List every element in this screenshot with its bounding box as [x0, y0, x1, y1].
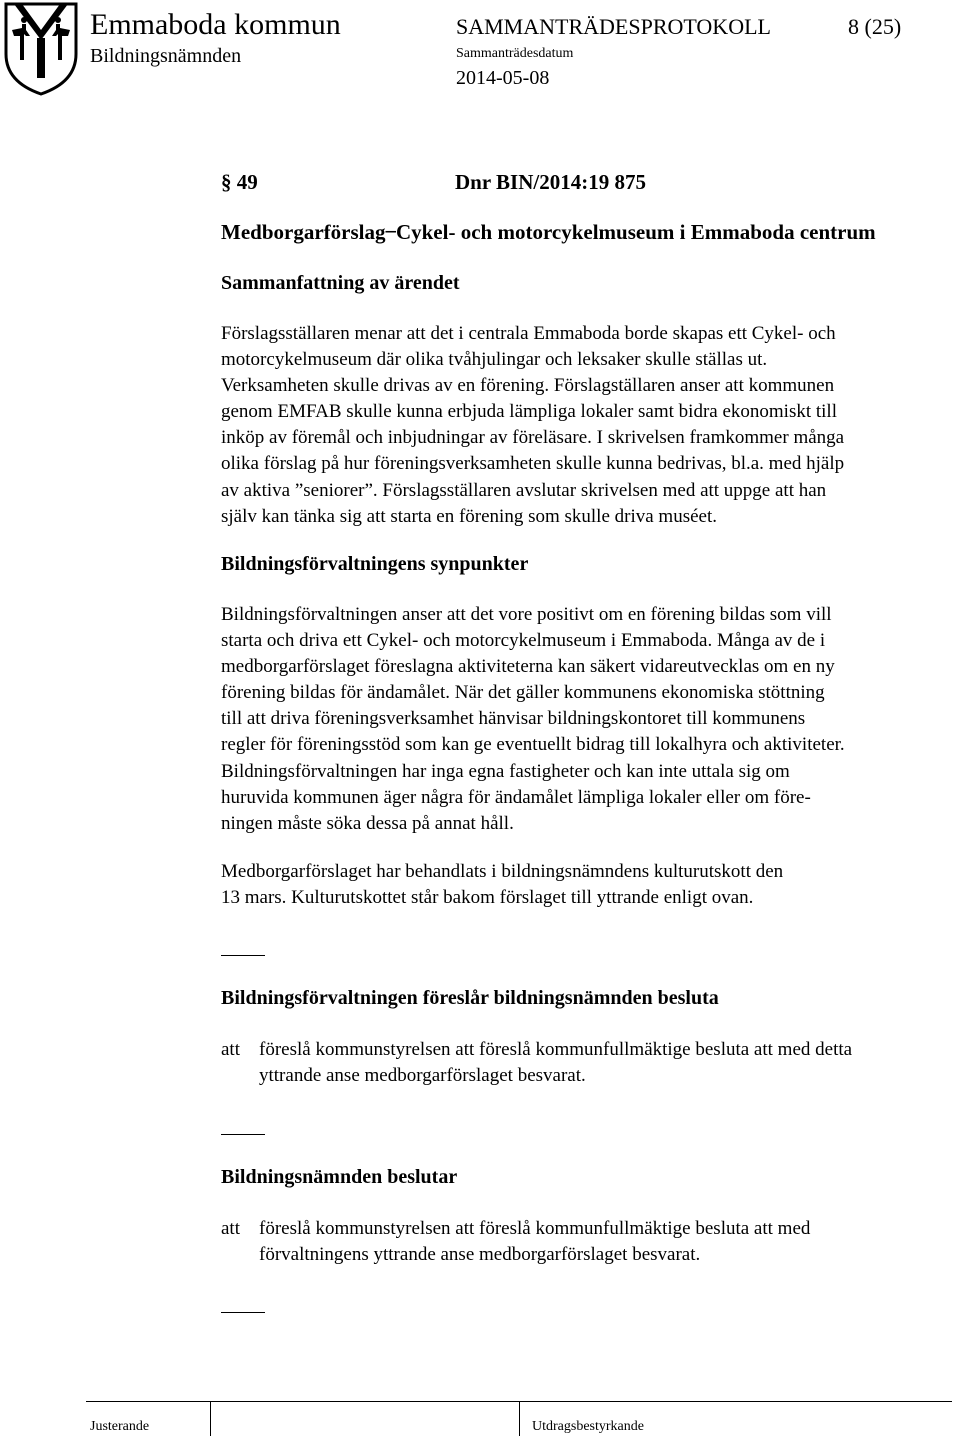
text-line: av aktiva ”seniorer”. Förslagsställaren avslutar skrivelsen med att uppge att han [221, 479, 827, 501]
page-number: 8 (25) [848, 14, 902, 39]
meeting-date-label: Sammanträdesdatum [456, 46, 574, 61]
text-line: regler för föreningsstöd som kan ge eventuellt bidrag till lokalhyra och aktiviteter. [221, 734, 845, 756]
text-line: starta och driva ett Cykel- och motorcykelmuseum i Emmaboda. Många av de i [221, 630, 826, 652]
decision-att-label: att [221, 1218, 240, 1239]
text-line: förening bildas för ändamålet. När det gäller kommunens ekonomiska stöttning [221, 682, 825, 704]
text-line: Bildningsförvaltningen anser att det vore positivt om en förening bildas som vill [221, 604, 832, 625]
board-name: Bildningsnämnden [90, 45, 242, 67]
separator-dash [221, 955, 265, 956]
text-line: medborgarförslaget föreslagna aktiviteterna kan säkert vidareutvecklas om en ny [221, 656, 835, 678]
text-line: yttrande anse medborgarförslaget besvarat. [259, 1065, 586, 1086]
proposal-heading: Bildningsförvaltningen föreslår bildningsnämnden besluta [221, 987, 719, 1009]
committee-paragraph [221, 859, 955, 911]
decision-heading: Bildningsnämnden beslutar [221, 1166, 458, 1188]
text-line: Verksamheten skulle drivas av en förening. Förslagställaren anser att kommunen [221, 375, 835, 397]
text-line: Bildningsförvaltningen har inga egna fastigheter och kan inte uttala sig om [221, 760, 790, 782]
proposal-att-label: att [221, 1039, 240, 1060]
organization-name: Emmaboda kommun [90, 8, 341, 41]
item-subject: Medborgarförslag ̶ Cykel- och motorcykelmuseum i Emmaboda centrum [221, 220, 876, 244]
decision-text [259, 1216, 810, 1268]
text-line: själv kan tänka sig att starta en förening som skulle driva muséet. [221, 505, 717, 527]
footer-divider [210, 1401, 211, 1436]
proposal-text [259, 1037, 852, 1089]
text-line: föreslå kommunstyrelsen att föreslå kommunfullmäktige besluta att med detta [259, 1039, 853, 1060]
footer-utdragsbestyrkande-label: Utdragsbestyrkande [532, 1419, 644, 1434]
reference-number: Dnr BIN/2014:19 875 [455, 170, 646, 194]
viewpoints-paragraph [221, 602, 955, 837]
text-line: Förslagsställaren menar att det i centrala Emmaboda borde skapas ett Cykel- och [221, 323, 836, 344]
document-type: SAMMANTRÄDESPROTOKOLL [456, 14, 771, 39]
footer-divider [519, 1401, 520, 1436]
text-line: olika förslag på hur föreningsverksamheten skulle kunna bedrivas, bl.a. med hjälp [221, 453, 845, 475]
meeting-date: 2014-05-08 [456, 67, 550, 89]
separator-dash [221, 1134, 265, 1135]
text-line: 13 mars. Kulturutskottet står bakom förslaget till yttrande enligt ovan. [221, 887, 754, 909]
viewpoints-heading: Bildningsförvaltningens synpunkter [221, 553, 529, 575]
text-line: motorcykelmuseum där olika tvåhjulingar och leksaker skulle ställas ut. [221, 349, 768, 371]
text-line: ningen måste söka dessa på annat håll. [221, 812, 514, 834]
separator-dash [221, 1312, 265, 1313]
summary-heading: Sammanfattning av ärendet [221, 272, 460, 294]
text-line: förvaltningens yttrande anse medborgarförslaget besvarat. [259, 1244, 701, 1265]
text-line: föreslå kommunstyrelsen att föreslå kommunfullmäktige besluta att med [259, 1218, 811, 1239]
footer-justerande-label: Justerande [90, 1419, 150, 1434]
text-line: inköp av föremål och inbjudningar av föreläsare. I skrivelsen framkommer många [221, 427, 845, 449]
summary-paragraph [221, 321, 955, 530]
text-line: Medborgarförslaget har behandlats i bildningsnämndens kulturutskott den [221, 861, 784, 882]
text-line: huruvida kommunen äger några för ändamålet lämpliga lokaler eller om före- [221, 786, 811, 808]
coat-of-arms-logo [2, 0, 80, 96]
text-line: genom EMFAB skulle kunna erbjuda lämpliga lokaler samt bidra ekonomiskt till [221, 401, 837, 423]
text-line: till att driva föreningsverksamhet hänvisar bildningskontoret till kommunens [221, 708, 806, 730]
section-number: § 49 [221, 170, 258, 194]
